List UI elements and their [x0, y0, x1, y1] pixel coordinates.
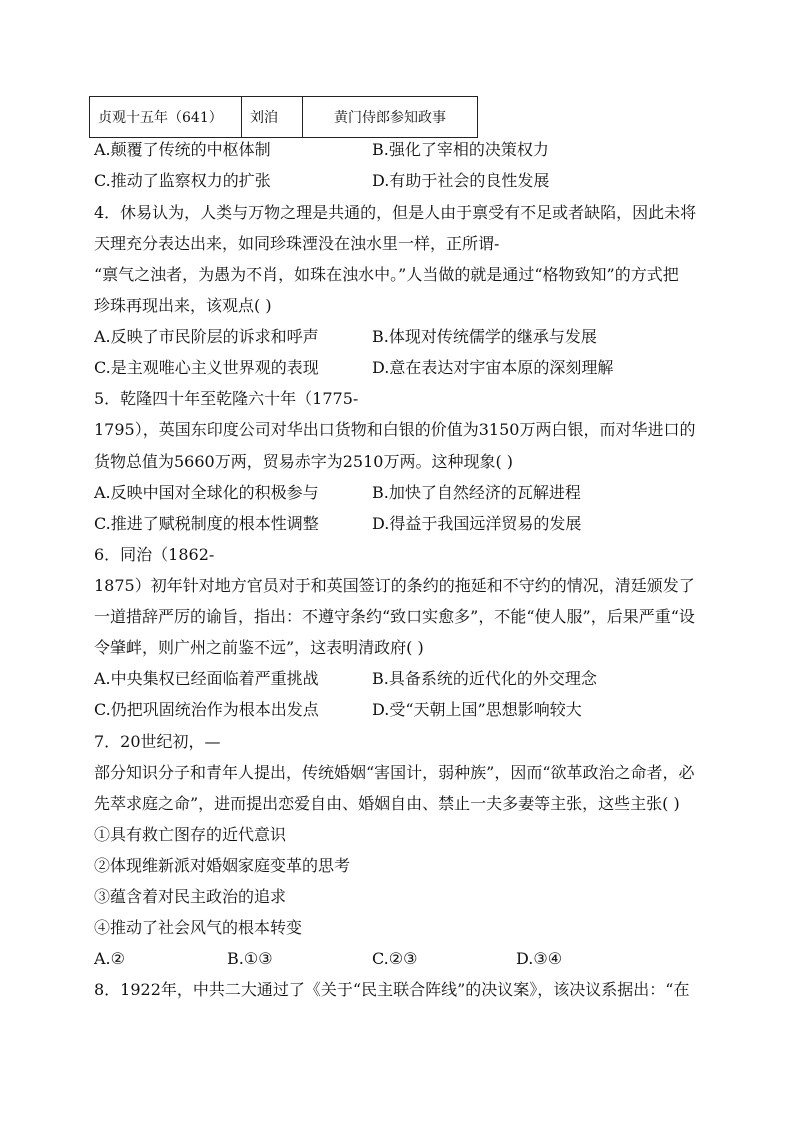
- q7-stem-line-1: 7．20世纪初，—: [94, 732, 221, 751]
- q6-option-a: A.中央集权已经面临着严重挑战: [94, 669, 319, 688]
- q3-option-d: D.有助于社会的良性发展: [372, 171, 550, 190]
- q6-option-d: D.受“天朝上国”思想影响较大: [372, 700, 582, 719]
- q4-stem-line-1: 4．休易认为，人类与万物之理是共通的，但是人由于禀受有不足或者缺陷，因此未将: [94, 203, 697, 222]
- q7-option-a: A.②: [94, 949, 125, 968]
- q8-stem-line-1: 8．1922年，中共二大通过了《关于“民主联合阵线”的决议案》，该决议系据出：“在: [94, 980, 690, 999]
- q7-statement-3: ③蕴含着对民主政治的追求: [94, 887, 287, 906]
- q4-option-a: A.反映了市民阶层的诉求和呼声: [94, 327, 319, 346]
- q7-stem-line-3: 先萃求庭之命”，进而提出恋爱自由、婚姻自由、禁止一夫多妻等主张，这些主张( ): [94, 794, 680, 813]
- officials-table: [89, 96, 478, 138]
- q3-option-a: A.颠覆了传统的中枢体制: [94, 140, 271, 159]
- q5-option-a: A.反映中国对全球化的积极参与: [94, 483, 319, 502]
- table-row: [90, 97, 478, 138]
- q4-stem-line-2: 天理充分表达出来，如同珍珠湮没在浊水里一样，正所谓-: [94, 234, 500, 253]
- q4-option-d: D.意在表达对宇宙本原的深刻理解: [372, 358, 614, 377]
- q7-option-c: C.②③: [372, 949, 418, 968]
- q5-stem-line-2: 1795），英国东印度公司对华出口货物和白银的价值为3150万两白银，而对华进口的: [94, 420, 696, 439]
- q5-option-b: B.加快了自然经济的瓦解进程: [372, 483, 581, 502]
- table-cell-period: 贞观十五年（641）: [90, 97, 242, 138]
- q5-option-c: C.推进了赋税制度的根本性调整: [94, 514, 319, 533]
- q6-stem-line-3: 一道措辞严厉的谕旨，指出：不遵守条约“致口实愈多”，不能“使人服”，后果严重“设: [94, 607, 695, 626]
- q5-stem-line-1: 5．乾隆四十年至乾隆六十年（1775-: [94, 389, 359, 408]
- q6-option-b: B.具备系统的近代化的外交理念: [372, 669, 597, 688]
- q7-statement-1: ①具有救亡图存的近代意识: [94, 825, 287, 844]
- q6-stem-line-2: 1875）初年针对地方官员对于和英国签订的条约的拖延和不守约的情况，清廷颁发了: [94, 576, 695, 595]
- q6-option-c: C.仍把巩固统治作为根本出发点: [94, 700, 319, 719]
- q3-option-b: B.强化了宰相的决策权力: [372, 140, 549, 159]
- q5-stem-line-3: 货物总值为5660万两，贸易赤字为2510万两。这种现象( ): [94, 452, 514, 471]
- q7-option-d: D.③④: [516, 949, 563, 968]
- q6-stem-line-4: 令肇衅，则广州之前鉴不远”，这表明清政府( ): [94, 638, 424, 657]
- q7-option-b: B.①③: [227, 949, 273, 968]
- q7-statement-2: ②体现维新派对婚姻家庭变革的思考: [94, 856, 351, 875]
- q4-stem-line-4: 珍珠再现出来，该观点( ): [94, 296, 272, 315]
- table-cell-position: 黄门侍郎参知政事: [303, 97, 478, 138]
- q4-stem-line-3: “禀气之浊者，为愚为不肖，如珠在浊水中。”人当做的就是通过“格物致知”的方式把: [94, 265, 679, 284]
- q7-statement-4: ④推动了社会风气的根本转变: [94, 918, 303, 937]
- q5-option-d: D.得益于我国远洋贸易的发展: [372, 514, 582, 533]
- q7-stem-line-2: 部分知识分子和青年人提出，传统婚姻“害国计，弱种族”，因而“欲革政治之命者，必: [94, 763, 695, 782]
- q4-option-c: C.是主观唯心主义世界观的表现: [94, 358, 319, 377]
- table-cell-name: 刘洎: [242, 97, 303, 138]
- q3-option-c: C.推动了监察权力的扩张: [94, 171, 271, 190]
- q4-option-b: B.体现对传统儒学的继承与发展: [372, 327, 597, 346]
- q6-stem-line-1: 6．同治（1862-: [94, 545, 215, 564]
